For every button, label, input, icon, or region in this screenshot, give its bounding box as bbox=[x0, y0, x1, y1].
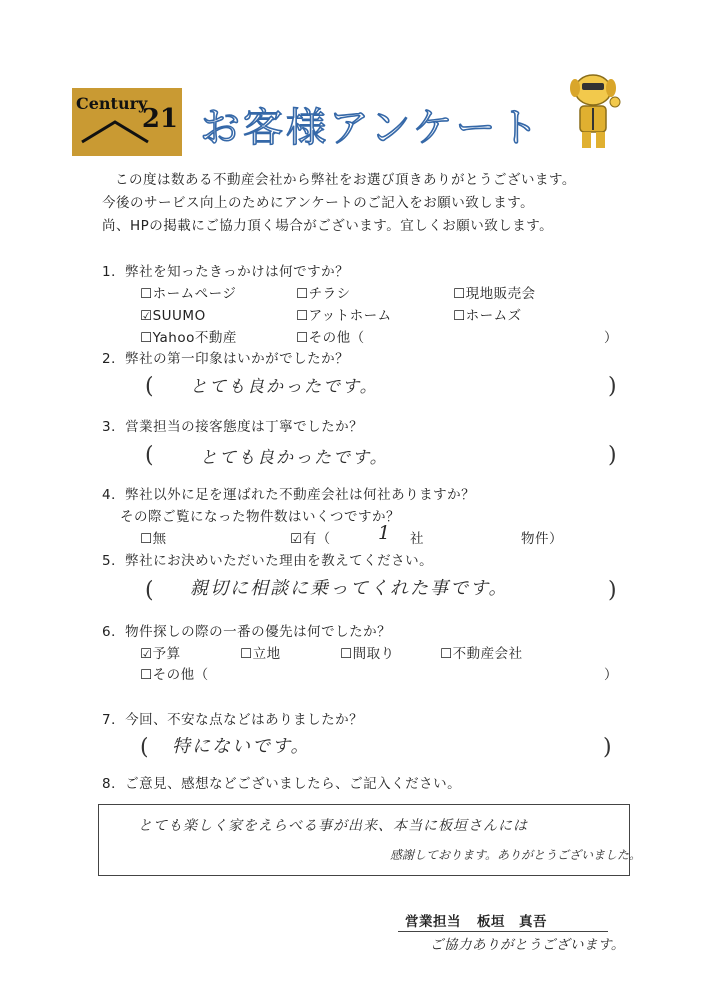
q7-open-paren: ( bbox=[140, 735, 149, 760]
q4-unit-companies: 社 bbox=[410, 531, 424, 547]
staff-name: 板垣 真吾 bbox=[477, 914, 547, 930]
q1-question: 1．弊社を知ったきっかけは何ですか？ bbox=[102, 264, 350, 280]
staff-label: 営業担当 bbox=[405, 914, 461, 930]
q6-option-location[interactable]: ☐立地 bbox=[240, 646, 281, 662]
q1-option-athome[interactable]: ☐アットホーム bbox=[296, 308, 392, 324]
q5-answer[interactable]: 親切に相談に乗ってくれた事です。 bbox=[190, 578, 509, 599]
q6-question: 6．物件探しの際の一番の優先は何でしたか？ bbox=[102, 624, 392, 640]
q5-open-paren: ( bbox=[145, 578, 154, 603]
q8-answer-line-1: とても楽しく家をえらべる事が出来、本当に板垣さんには bbox=[138, 818, 528, 834]
q1-option-yahoo[interactable]: ☐Yahoo不動産 bbox=[140, 330, 237, 346]
q4-question: 4．弊社以外に足を運ばれた不動産会社は何社ありますか？ bbox=[102, 487, 476, 503]
q4-option-none[interactable]: ☐無 bbox=[140, 531, 167, 547]
century21-logo bbox=[72, 88, 182, 156]
thanks-message: ご協力ありがとうございます。 bbox=[430, 937, 625, 953]
logo-number: 21 bbox=[141, 104, 178, 134]
q7-close-paren: ) bbox=[603, 735, 612, 760]
q1-option-suumo[interactable]: ☑SUUMO bbox=[140, 308, 206, 324]
intro-line-2: 今後のサービス向上のためにアンケートのご記入をお願い致します。 bbox=[102, 195, 535, 211]
q7-question: 7．今回、不安な点などはありましたか？ bbox=[102, 712, 364, 728]
q2-close-paren: ) bbox=[608, 374, 617, 399]
q2-answer[interactable]: とても良かったです。 bbox=[190, 377, 379, 397]
q4-unit-properties: 物件） bbox=[521, 531, 563, 547]
q3-answer[interactable]: とても良かったです。 bbox=[200, 448, 389, 468]
q1-option-flyer[interactable]: ☐チラシ bbox=[296, 286, 351, 302]
q2-question: 2．弊社の第一印象はいかがでしたか？ bbox=[102, 351, 350, 367]
q1-close-paren: ） bbox=[604, 330, 618, 346]
intro-line-3: 尚、HPの掲載にご協力頂く場合がございます。宜しくお願い致します。 bbox=[102, 218, 554, 234]
q3-open-paren: ( bbox=[145, 443, 154, 468]
q7-answer[interactable]: 特にないです。 bbox=[172, 736, 311, 757]
q5-question: 5．弊社にお決めいただいた理由を教えてください。 bbox=[102, 553, 434, 569]
house-roof-icon bbox=[80, 116, 150, 146]
q5-close-paren: ) bbox=[608, 578, 617, 603]
q8-answer-line-2: 感謝しております。ありがとうございました。 bbox=[390, 848, 642, 862]
q3-question: 3．営業担当の接客態度は丁寧でしたか？ bbox=[102, 419, 364, 435]
q1-option-homepage[interactable]: ☐ホームページ bbox=[140, 286, 237, 302]
q6-option-budget[interactable]: ☑予算 bbox=[140, 646, 181, 662]
mascot-dog-icon bbox=[560, 68, 630, 152]
intro-line-1: この度は数ある不動産会社から弊社をお選び頂きありがとうございます。 bbox=[115, 172, 576, 188]
q6-option-agency[interactable]: ☐不動産会社 bbox=[440, 646, 523, 662]
q6-option-other[interactable]: ☐その他（ bbox=[140, 667, 209, 683]
staff-underline bbox=[398, 931, 608, 932]
q3-close-paren: ) bbox=[608, 443, 617, 468]
q1-option-open-house[interactable]: ☐現地販売会 bbox=[453, 286, 536, 302]
q8-comment-box[interactable] bbox=[98, 804, 630, 876]
q4-option-yes[interactable]: ☑有（ bbox=[290, 531, 331, 547]
q6-option-layout[interactable]: ☐間取り bbox=[340, 646, 395, 662]
q4-question-2: その際ご覧になった物件数はいくつですか？ bbox=[120, 509, 400, 525]
logo-wordmark: Century bbox=[76, 94, 148, 113]
q2-open-paren: ( bbox=[145, 374, 154, 399]
q8-question: 8．ご意見、感想などございましたら、ご記入ください。 bbox=[102, 776, 462, 792]
q4-company-count[interactable]: 1 bbox=[378, 522, 393, 544]
q1-option-other[interactable]: ☐その他（ bbox=[296, 330, 365, 346]
q1-option-homes[interactable]: ☐ホームズ bbox=[453, 308, 522, 324]
q6-close-paren: ） bbox=[604, 667, 618, 683]
page-title: お客様アンケート bbox=[200, 105, 542, 151]
